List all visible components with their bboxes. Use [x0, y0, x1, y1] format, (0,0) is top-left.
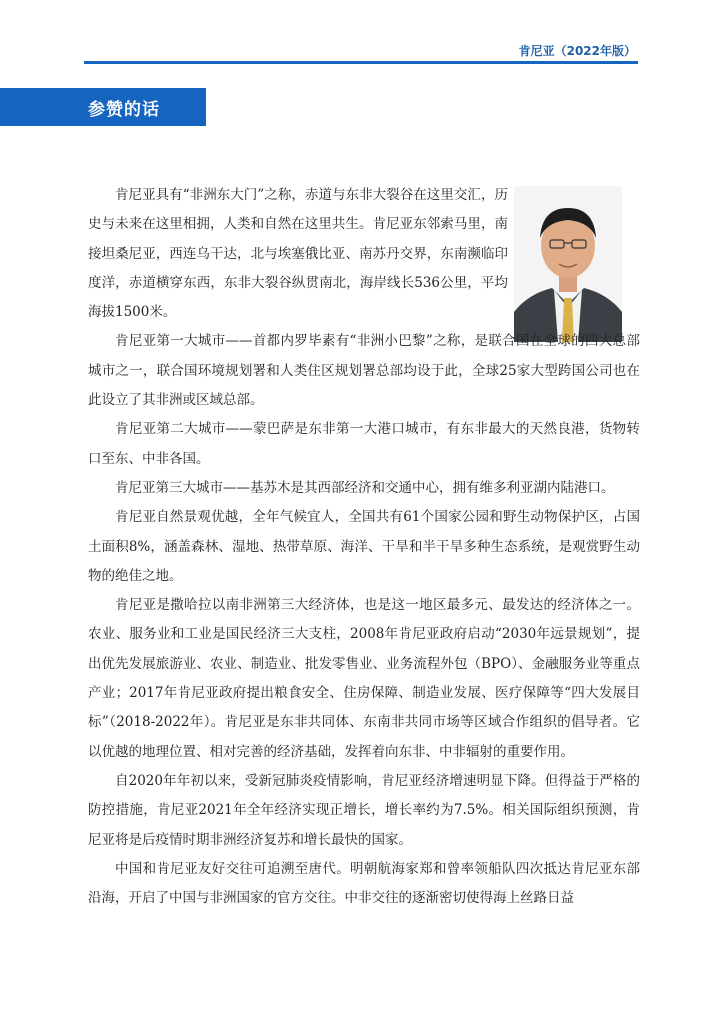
paragraph: 肯尼亚自然景观优越，全年气候宜人，全国共有61个国家公园和野生动物保护区，占国土面积8%，涵盖森林、湿地、热带草原、海洋、干旱和半干旱多种生态系统，是观赏野生动物的绝佳之地。 — [88, 509, 640, 584]
paragraph: 肯尼亚第三大城市——基苏木是其西部经济和交通中心，拥有维多利亚湖内陆港口。 — [115, 479, 615, 496]
foreword-body — [88, 181, 640, 913]
document-header-label: 肯尼亚（2022年版） — [518, 44, 636, 58]
header-divider — [84, 61, 638, 64]
paragraph: 肯尼亚第一大城市——首都内罗毕素有“非洲小巴黎”之称，是联合国在全球的四大总部城市之一，联合国环境规划署和人类住区规划署总部均设于此，全球25家大型跨国公司也在此设立了其非洲或区域总部。 — [88, 333, 640, 409]
paragraph: 肯尼亚具有“非洲东大门”之称，赤道与东非大裂谷在这里交汇，历史与未来在这里相拥，人类和自然在这里共生。肯尼亚东邻索马里，南接坦桑尼亚，西连乌干达，北与埃塞俄比亚、南苏丹交界，东南濒临印度洋，赤道横穿东西，东非大裂谷纵贯南北，海岸线长536公里，平均海拔1500米。 — [88, 187, 508, 321]
section-title: 参赞的话 — [88, 100, 160, 120]
paragraph: 肯尼亚第二大城市——蒙巴萨是东非第一大港口城市，有东非最大的天然良港，货物转口至东、中非各国。 — [88, 421, 640, 467]
paragraph: 中国和肯尼亚友好交往可追溯至唐代。明朝航海家郑和曾率领船队四次抵达肯尼亚东部沿海，开启了中国与非洲国家的官方交往。中非交往的逐渐密切使得海上丝路日益 — [88, 860, 640, 907]
paragraph: 自2020年年初以来，受新冠肺炎疫情影响，肯尼亚经济增速明显下降。但得益于严格的防控措施，肯尼亚2021年全年经济实现正增长，增长率约为7.5%。相关国际组织预测，肯尼亚将是后疫情时期非洲经济复苏和增长最快的国家。 — [88, 772, 640, 848]
paragraph: 肯尼亚是撒哈拉以南非洲第三大经济体，也是这一地区最多元、最发达的经济体之一。农业、服务业和工业是国民经济三大支柱，2008年肯尼亚政府启动“2030年远景规划”，提出优先发展旅游业、农业、制造业、批发零售业、业务流程外包（BPO）、金融服务业等重点产业；2017年肯尼亚政府提出粮食安全、住房保障、制造业发展、医疗保障等“四大发展目标”（2018-2022年）。肯尼亚是东非共同体、东南非共同市场等区域合作组织的倡导者。它以优越的地理位置、相对完善的经济基础，发挥着向东非、中非辐射的重要作用。 — [88, 597, 640, 760]
